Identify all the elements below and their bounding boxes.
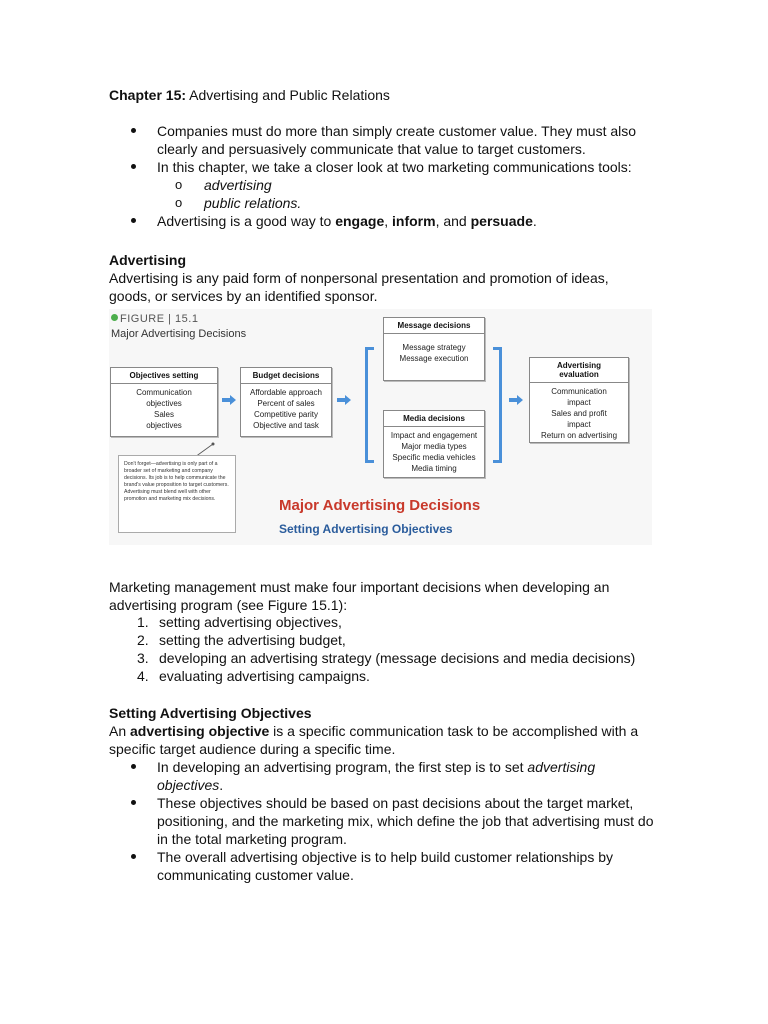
item-text: evaluating advertising campaigns. xyxy=(159,668,370,684)
objectives-bullet-list xyxy=(109,758,654,884)
list-item xyxy=(109,758,654,794)
bullet-text: In this chapter, we take a closer look at two marketing communications tools: xyxy=(157,159,632,175)
separator: , xyxy=(384,213,393,229)
box-title: Advertising evaluation xyxy=(530,358,628,383)
figure-title: Major Advertising Decisions xyxy=(111,328,247,340)
item-text: setting advertising objectives, xyxy=(159,614,342,630)
figure-caption-secondary: Setting Advertising Objectives xyxy=(279,522,453,536)
emphasis-engage: engage xyxy=(335,213,385,229)
arrow-right-icon xyxy=(509,395,523,405)
item-text: developing an advertising strategy (message decisions and media decisions) xyxy=(159,650,636,666)
bullet-icon xyxy=(131,218,136,223)
figure-caption-primary: Major Advertising Decisions xyxy=(279,497,481,514)
box-item: Objective and task xyxy=(253,421,319,430)
box-item: Sales and profit impact xyxy=(551,409,607,429)
list-item xyxy=(109,631,669,649)
def-text: An xyxy=(109,723,131,739)
item-number: 1. xyxy=(137,614,149,630)
objectives-box xyxy=(110,367,218,437)
sub-list-item xyxy=(157,194,669,212)
figure-number: FIGURE | 15.1 xyxy=(120,313,199,325)
objectives-heading: Setting Advertising Objectives xyxy=(109,705,312,721)
decisions-list xyxy=(109,613,669,685)
box-item: Impact and engagement xyxy=(390,431,478,440)
sub-list-item xyxy=(157,176,669,194)
box-title: Budget decisions xyxy=(241,368,331,384)
bullet-text: In developing an advertising program, the first step is to set xyxy=(157,759,528,775)
box-item: Return on advertising xyxy=(540,431,618,440)
def-text: is a specific communication task to be accomplished with a specific target audience during a specific time. xyxy=(109,723,639,757)
list-item xyxy=(109,848,654,884)
bullet-text: The overall advertising objective is to help build customer relationships by communicating customer value. xyxy=(157,849,614,883)
message-box xyxy=(383,317,485,381)
box-item: Communication impact xyxy=(551,387,607,407)
bullet-italic: advertising objectives xyxy=(157,759,596,793)
bullet-icon xyxy=(131,128,136,133)
bullet-icon xyxy=(131,164,136,169)
period: . xyxy=(219,777,224,793)
bullet-icon xyxy=(131,800,136,805)
media-box xyxy=(383,410,485,478)
arrow-right-icon xyxy=(222,395,236,405)
list-item xyxy=(109,613,669,631)
item-text: setting the advertising budget, xyxy=(159,632,346,648)
separator: , and xyxy=(435,213,471,229)
bullet-icon xyxy=(131,764,136,769)
green-dot-icon xyxy=(111,314,118,321)
bullet-text: These objectives should be based on past decisions about the target market, positioning, and the marketing mix, which define the job that advertising must do in the total marketing program. xyxy=(157,795,654,847)
item-number: 3. xyxy=(137,650,149,666)
sub-item-text: advertising xyxy=(204,177,272,193)
sub-item-text: public relations. xyxy=(204,195,302,211)
box-item: Message execution xyxy=(399,354,469,363)
box-item: Major media types xyxy=(401,442,467,451)
arrow-right-icon xyxy=(337,395,351,405)
chapter-title xyxy=(109,86,390,104)
advertising-heading: Advertising xyxy=(109,252,187,268)
box-item: Media timing xyxy=(411,464,457,473)
bullet-text: Companies must do more than simply create customer value. They must also clearly and persuasively communicate that value to target customers. xyxy=(157,123,637,157)
figure-note: Don't forget—advertising is only part of a broader set of marketing and company decisions. Its job is to help communicate the brand's value proposition to target customers. Advertising must blend well with other promotion and marketing mix decisions. xyxy=(118,455,236,533)
list-item xyxy=(109,212,669,230)
right-bracket xyxy=(493,347,502,463)
decisions-intro: Marketing management must make four important decisions when developing an advertising program (see Figure 15.1): xyxy=(109,579,610,613)
sub-list xyxy=(157,176,669,212)
item-number: 4. xyxy=(137,668,149,684)
box-title: Message decisions xyxy=(384,318,484,334)
box-item: Affordable approach xyxy=(250,388,322,397)
evaluation-box xyxy=(529,357,629,443)
def-term: advertising objective xyxy=(130,723,270,739)
bullet-icon xyxy=(131,854,136,859)
chapter-name: Advertising and Public Relations xyxy=(186,87,390,103)
circle-bullet-icon: o xyxy=(175,195,183,210)
emphasis-inform: inform xyxy=(392,213,436,229)
box-item: Message strategy xyxy=(402,343,466,352)
box-item: Communication objectives xyxy=(136,388,192,408)
box-item: Competitive parity xyxy=(253,410,319,419)
left-bracket xyxy=(365,347,374,463)
box-title: Media decisions xyxy=(384,411,484,427)
item-number: 2. xyxy=(137,632,149,648)
list-item xyxy=(109,158,669,212)
box-item: Sales objectives xyxy=(146,410,182,430)
box-title: Objectives setting xyxy=(111,368,217,384)
box-item: Percent of sales xyxy=(257,399,315,408)
objective-definition xyxy=(109,722,649,758)
list-item xyxy=(109,122,669,158)
list-item xyxy=(109,794,654,848)
figure-advertising-decisions xyxy=(109,309,652,545)
box-item: Specific media vehicles xyxy=(392,453,476,462)
budget-box xyxy=(240,367,332,437)
bullet-text: Advertising is a good way to xyxy=(157,213,336,229)
figure-label xyxy=(111,313,198,325)
circle-bullet-icon: o xyxy=(175,177,183,192)
list-item xyxy=(109,649,669,667)
list-item xyxy=(109,667,669,685)
advertising-definition: Advertising is any paid form of nonpersonal presentation and promotion of ideas, goods, or services by an identified sponsor. xyxy=(109,270,609,304)
period: . xyxy=(532,213,537,229)
emphasis-persuade: persuade xyxy=(470,213,533,229)
chapter-label: Chapter 15: xyxy=(109,87,187,103)
intro-bullet-list xyxy=(109,122,669,230)
